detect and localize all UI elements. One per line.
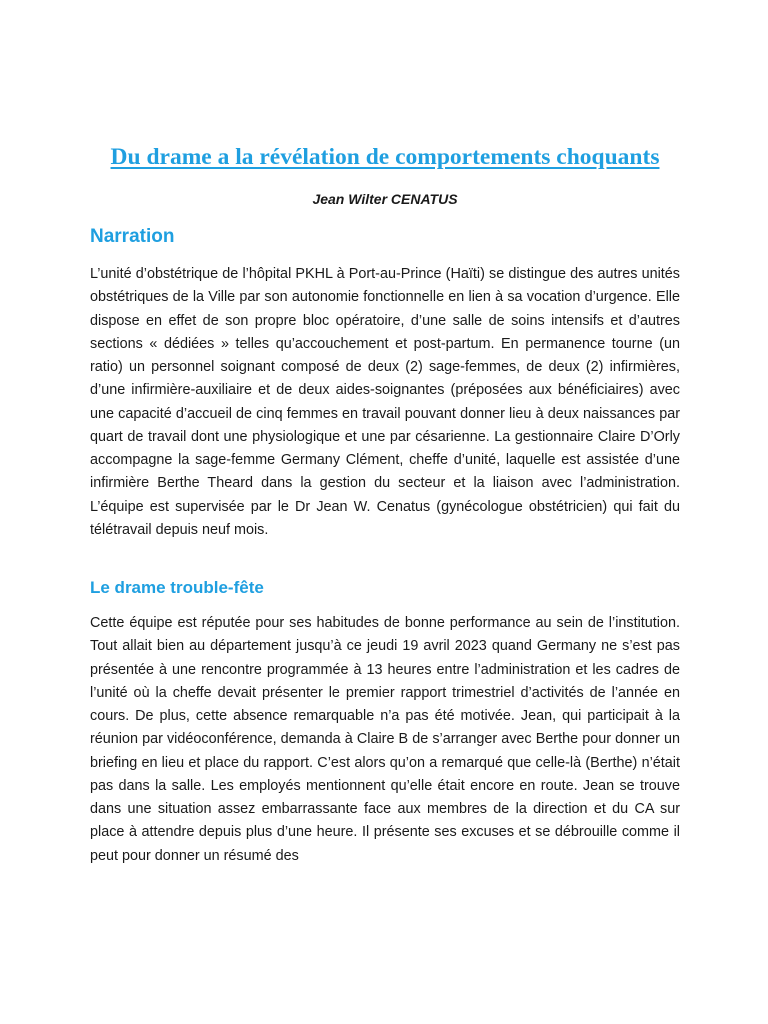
section-heading-narration: Narration: [90, 226, 175, 247]
document-page: [90, 140, 680, 868]
document-title: Du drame a la révélation de comportements choquants: [110, 144, 660, 170]
paragraph-narration: L’unité d’obstétrique de l’hôpital PKHL à Port-au-Prince (Haïti) se distingue des autres unités obstétriques de la Ville par son autonomie fonctionnelle en lien à sa vocation d’urgence. Elle dispose en effet de son propre bloc opératoire, d’une salle de soins intensifs et d’autres sections « dédiées » telles qu’accouchement et post-partum. En permanence tourne (un ratio) un personnel soignant composé de deux (2) sage-femmes, de deux (2) infirmières, d’une infirmière-auxiliaire et de deux aides-soignantes (préposées aux bénéficiaires) avec une capacité d’accueil de cinq femmes en travail pouvant donner lieu à deux naissances par quart de travail dont une physiologique et une par césarienne. La gestionnaire Claire D’Orly accompagne la sage-femme Germany Clément, cheffe d’unité, laquelle est assistée d’une infirmière Berthe Theard dans la gestion du secteur et la liaison avec l’administration. L’équipe est supervisée par le Dr Jean W. Cenatus (gynécologue obstétricien) qui fait du télétravail depuis neuf mois.: [90, 266, 680, 538]
section-heading-drame: Le drame trouble-fête: [90, 578, 264, 597]
document-author: Jean Wilter CENATUS: [312, 191, 458, 207]
paragraph-drame: Cette équipe est réputée pour ses habitudes de bonne performance au sein de l’institution. Tout allait bien au département jusqu’à ce jeudi 19 avril 2023 quand Germany ne s’est pas présentée à une rencontre programmée à 13 heures entre l’administration et les cadres de l’unité où la cheffe devait présenter le premier rapport trimestriel d’activités de l’année en cours. De plus, cette absence remarquable n’a pas été motivée. Jean, qui participait à la réunion par vidéoconférence, demanda à Claire B de s’arranger avec Berthe pour donner un briefing en lieu et place du rapport. C’est alors qu’on a remarqué que celle-là (Berthe) n’était pas dans la salle. Les employés mentionnent qu’elle était encore en route. Jean se trouve dans une situation assez embarrassante face aux membres de la direction et du CA sur place à attendre depuis plus d’une heure. Il présente ses excuses et se débrouille comme il peut pour donner un résumé des: [90, 615, 680, 864]
